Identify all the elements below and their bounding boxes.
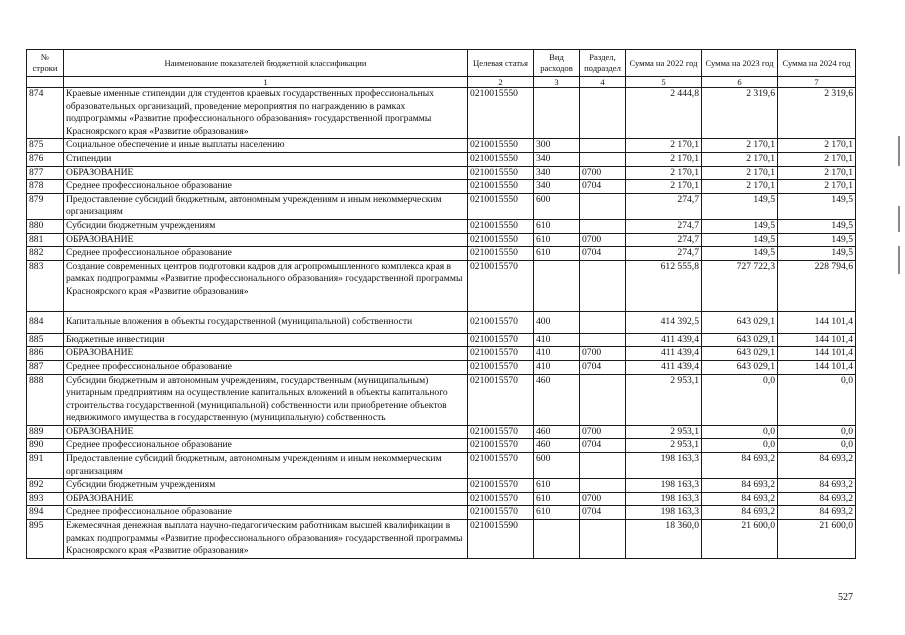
row-number: 894: [27, 506, 64, 520]
row-sum-2024: 84 693,2: [778, 492, 856, 506]
table-row: [27, 166, 856, 180]
row-expense-type: [534, 88, 580, 139]
row-number: 884: [27, 311, 64, 333]
row-target-article: 0210015570: [468, 260, 534, 311]
row-expense-type: 610: [534, 492, 580, 506]
row-number: 883: [27, 260, 64, 311]
table-row: [27, 333, 856, 347]
row-name: Среднее профессиональное образование: [64, 439, 468, 453]
row-sum-2024: 2 170,1: [778, 139, 856, 153]
row-target-article: 0210015550: [468, 180, 534, 194]
row-section: 0700: [580, 425, 626, 439]
row-target-article: 0210015570: [468, 453, 534, 479]
row-sum-2024: 144 101,4: [778, 333, 856, 347]
row-target-article: 0210015550: [468, 88, 534, 139]
table-row: [27, 247, 856, 261]
row-sum-2023: 149,5: [702, 247, 778, 261]
row-name: ОБРАЗОВАНИЕ: [64, 233, 468, 247]
table-row: [27, 360, 856, 374]
column-number: 7: [778, 77, 856, 88]
row-name: Среднее профессиональное образование: [64, 506, 468, 520]
row-expense-type: 610: [534, 506, 580, 520]
row-section: 0700: [580, 166, 626, 180]
row-number: 875: [27, 139, 64, 153]
row-sum-2022: 2 170,1: [626, 139, 702, 153]
table-row: [27, 180, 856, 194]
row-section: [580, 152, 626, 166]
row-expense-type: 610: [534, 233, 580, 247]
row-expense-type: 610: [534, 247, 580, 261]
row-number: 890: [27, 439, 64, 453]
table-body: [27, 88, 856, 559]
row-target-article: 0210015570: [468, 439, 534, 453]
row-sum-2023: 727 722,3: [702, 260, 778, 311]
row-name: Среднее профессиональное образование: [64, 247, 468, 261]
header-sum-2023: Сумма на 2023 год: [702, 50, 778, 77]
row-section: [580, 88, 626, 139]
row-target-article: 0210015550: [468, 193, 534, 219]
row-expense-type: [534, 520, 580, 559]
row-sum-2022: 2 953,1: [626, 374, 702, 425]
row-sum-2024: 149,5: [778, 219, 856, 233]
row-name: Предоставление субсидий бюджетным, автономным учреждениям и иным некоммерческим организациям: [64, 453, 468, 479]
row-sum-2024: 2 170,1: [778, 166, 856, 180]
row-number: 889: [27, 425, 64, 439]
row-name: Среднее профессиональное образование: [64, 180, 468, 194]
row-number: 892: [27, 479, 64, 493]
row-number: 895: [27, 520, 64, 559]
column-number-row: [27, 77, 856, 88]
row-sum-2022: 2 953,1: [626, 439, 702, 453]
row-name: Стипендии: [64, 152, 468, 166]
row-section: [580, 311, 626, 333]
row-sum-2023: 0,0: [702, 374, 778, 425]
row-section: [580, 374, 626, 425]
row-sum-2023: 2 170,1: [702, 166, 778, 180]
row-sum-2023: 84 693,2: [702, 506, 778, 520]
row-expense-type: 340: [534, 166, 580, 180]
row-expense-type: [534, 260, 580, 311]
row-sum-2022: 198 163,3: [626, 506, 702, 520]
row-target-article: 0210015570: [468, 506, 534, 520]
header-expense-type: Вид расходов: [534, 50, 580, 77]
header-name: Наименование показателей бюджетной классификации: [64, 50, 468, 77]
row-number: 893: [27, 492, 64, 506]
row-expense-type: 340: [534, 152, 580, 166]
row-sum-2024: 0,0: [778, 439, 856, 453]
row-target-article: 0210015570: [468, 492, 534, 506]
row-name: Бюджетные инвестиции: [64, 333, 468, 347]
row-target-article: 0210015570: [468, 347, 534, 361]
row-number: 880: [27, 219, 64, 233]
header-sum-2024: Сумма на 2024 год: [778, 50, 856, 77]
header-section: Раздел, подраздел: [580, 50, 626, 77]
table-row: [27, 233, 856, 247]
row-sum-2022: 414 392,5: [626, 311, 702, 333]
table-row: [27, 219, 856, 233]
row-sum-2023: 149,5: [702, 233, 778, 247]
scan-edge-mark: [898, 136, 900, 166]
row-sum-2023: 149,5: [702, 193, 778, 219]
row-expense-type: 460: [534, 374, 580, 425]
row-sum-2022: 2 170,1: [626, 152, 702, 166]
row-sum-2023: 2 319,6: [702, 88, 778, 139]
row-expense-type: 600: [534, 453, 580, 479]
row-name: ОБРАЗОВАНИЕ: [64, 166, 468, 180]
row-sum-2023: 2 170,1: [702, 180, 778, 194]
row-sum-2023: 149,5: [702, 219, 778, 233]
row-number: 882: [27, 247, 64, 261]
row-expense-type: 610: [534, 479, 580, 493]
row-sum-2023: 2 170,1: [702, 139, 778, 153]
row-sum-2022: 274,7: [626, 219, 702, 233]
row-sum-2024: 2 170,1: [778, 152, 856, 166]
row-target-article: 0210015570: [468, 360, 534, 374]
row-target-article: 0210015570: [468, 479, 534, 493]
row-section: [580, 333, 626, 347]
row-sum-2024: 84 693,2: [778, 506, 856, 520]
row-sum-2024: 149,5: [778, 233, 856, 247]
row-sum-2022: 411 439,4: [626, 333, 702, 347]
row-section: 0700: [580, 492, 626, 506]
row-number: 886: [27, 347, 64, 361]
column-number: 3: [534, 77, 580, 88]
row-sum-2023: 21 600,0: [702, 520, 778, 559]
row-sum-2023: 643 029,1: [702, 347, 778, 361]
header-target-article: Целевая статья: [468, 50, 534, 77]
row-sum-2024: 21 600,0: [778, 520, 856, 559]
table-row: [27, 311, 856, 333]
column-number: 2: [468, 77, 534, 88]
row-sum-2024: 144 101,4: [778, 360, 856, 374]
row-sum-2022: 2 444,8: [626, 88, 702, 139]
table-row: [27, 193, 856, 219]
column-number: 6: [702, 77, 778, 88]
row-expense-type: 460: [534, 439, 580, 453]
row-number: 874: [27, 88, 64, 139]
row-target-article: 0210015570: [468, 425, 534, 439]
row-target-article: 0210015570: [468, 311, 534, 333]
row-expense-type: 460: [534, 425, 580, 439]
row-name: Краевые именные стипендии для студентов краевых государственных профессиональных образовательных организаций, проведение мероприятия по награждению в рамках подпрограммы «Развитие профессионального образования» государственной программы Красноярского края «Развитие образования»: [64, 88, 468, 139]
row-target-article: 0210015550: [468, 219, 534, 233]
row-name: ОБРАЗОВАНИЕ: [64, 492, 468, 506]
row-name: Предоставление субсидий бюджетным, автономным учреждениям и иным некоммерческим организациям: [64, 193, 468, 219]
header-sum-2022: Сумма на 2022 год: [626, 50, 702, 77]
row-sum-2024: 149,5: [778, 193, 856, 219]
row-number: 876: [27, 152, 64, 166]
row-target-article: 0210015550: [468, 247, 534, 261]
row-sum-2022: 274,7: [626, 247, 702, 261]
table-row: [27, 439, 856, 453]
table-row: [27, 374, 856, 425]
row-sum-2023: 84 693,2: [702, 453, 778, 479]
row-number: 888: [27, 374, 64, 425]
row-sum-2024: 149,5: [778, 247, 856, 261]
budget-table: [26, 49, 856, 559]
row-name: ОБРАЗОВАНИЕ: [64, 425, 468, 439]
row-section: 0700: [580, 233, 626, 247]
row-sum-2024: 84 693,2: [778, 479, 856, 493]
scan-edge-mark: [898, 206, 900, 232]
row-sum-2024: 0,0: [778, 425, 856, 439]
row-name: Социальное обеспечение и иные выплаты населению: [64, 139, 468, 153]
row-sum-2022: 2 953,1: [626, 425, 702, 439]
row-sum-2024: 144 101,4: [778, 347, 856, 361]
row-target-article: 0210015550: [468, 152, 534, 166]
row-section: [580, 453, 626, 479]
row-sum-2022: 198 163,3: [626, 453, 702, 479]
column-number: [27, 77, 64, 88]
row-sum-2022: 274,7: [626, 193, 702, 219]
row-section: [580, 260, 626, 311]
row-section: 0704: [580, 360, 626, 374]
row-name: ОБРАЗОВАНИЕ: [64, 347, 468, 361]
row-section: 0704: [580, 247, 626, 261]
row-sum-2023: 2 170,1: [702, 152, 778, 166]
table-row: [27, 347, 856, 361]
page-number: 527: [838, 592, 853, 603]
row-name: Субсидии бюджетным учреждениям: [64, 219, 468, 233]
table-row: [27, 453, 856, 479]
row-section: [580, 479, 626, 493]
row-sum-2022: 2 170,1: [626, 166, 702, 180]
table-row: [27, 479, 856, 493]
row-sum-2024: 144 101,4: [778, 311, 856, 333]
row-section: 0704: [580, 506, 626, 520]
row-number: 891: [27, 453, 64, 479]
row-section: [580, 193, 626, 219]
header-row-number: № строки: [27, 50, 64, 77]
row-number: 885: [27, 333, 64, 347]
row-sum-2022: 198 163,3: [626, 492, 702, 506]
row-section: [580, 520, 626, 559]
row-target-article: 0210015570: [468, 374, 534, 425]
table-row: [27, 139, 856, 153]
row-sum-2023: 84 693,2: [702, 492, 778, 506]
row-target-article: 0210015550: [468, 166, 534, 180]
row-expense-type: 410: [534, 347, 580, 361]
row-sum-2024: 2 170,1: [778, 180, 856, 194]
row-expense-type: 300: [534, 139, 580, 153]
row-number: 877: [27, 166, 64, 180]
row-number: 881: [27, 233, 64, 247]
row-target-article: 0210015590: [468, 520, 534, 559]
row-number: 878: [27, 180, 64, 194]
table-row: [27, 506, 856, 520]
scan-edge-mark: [898, 246, 900, 274]
row-expense-type: 410: [534, 333, 580, 347]
row-sum-2023: 0,0: [702, 425, 778, 439]
column-number: 4: [580, 77, 626, 88]
table-row: [27, 492, 856, 506]
table-row: [27, 88, 856, 139]
row-sum-2022: 612 555,8: [626, 260, 702, 311]
row-expense-type: 410: [534, 360, 580, 374]
row-target-article: 0210015550: [468, 233, 534, 247]
row-name: Создание современных центров подготовки кадров для агропромышленного комплекса края в рамках подпрограммы «Развитие профессионального образования» государственной программы Красноярского края «Развитие образования»: [64, 260, 468, 311]
row-expense-type: 600: [534, 193, 580, 219]
row-expense-type: 340: [534, 180, 580, 194]
table-row: [27, 425, 856, 439]
row-name: Субсидии бюджетным и автономным учреждениям, государственным (муниципальным) унитарным предприятиям на осуществление капитальных вложений в объекты капитального строительства государственной (муниципальной) собственности или приобретение объектов недвижимого имущества в государственную (муниципальную) собственность: [64, 374, 468, 425]
row-section: [580, 219, 626, 233]
row-sum-2022: 274,7: [626, 233, 702, 247]
row-name: Субсидии бюджетным учреждениям: [64, 479, 468, 493]
row-sum-2022: 411 439,4: [626, 360, 702, 374]
row-number: 887: [27, 360, 64, 374]
row-target-article: 0210015550: [468, 139, 534, 153]
column-number: 5: [626, 77, 702, 88]
table-header-row: [27, 50, 856, 77]
row-section: 0700: [580, 347, 626, 361]
row-name: Ежемесячная денежная выплата научно-педагогическим работникам высшей квалификации в рамках подпрограммы «Развитие профессионального образования» государственной программы Красноярского края «Развитие образования»: [64, 520, 468, 559]
row-sum-2024: 228 794,6: [778, 260, 856, 311]
row-name: Капитальные вложения в объекты государственной (муниципальной) собственности: [64, 311, 468, 333]
table-row: [27, 520, 856, 559]
row-sum-2024: 84 693,2: [778, 453, 856, 479]
row-sum-2023: 0,0: [702, 439, 778, 453]
row-number: 879: [27, 193, 64, 219]
row-sum-2023: 643 029,1: [702, 360, 778, 374]
row-sum-2023: 643 029,1: [702, 311, 778, 333]
row-sum-2022: 18 360,0: [626, 520, 702, 559]
row-sum-2023: 84 693,2: [702, 479, 778, 493]
row-sum-2024: 2 319,6: [778, 88, 856, 139]
row-expense-type: 400: [534, 311, 580, 333]
row-sum-2024: 0,0: [778, 374, 856, 425]
row-section: 0704: [580, 439, 626, 453]
row-expense-type: 610: [534, 219, 580, 233]
row-sum-2023: 643 029,1: [702, 333, 778, 347]
row-target-article: 0210015570: [468, 333, 534, 347]
column-number: 1: [64, 77, 468, 88]
row-sum-2022: 411 439,4: [626, 347, 702, 361]
row-section: 0704: [580, 180, 626, 194]
row-section: [580, 139, 626, 153]
table-row: [27, 152, 856, 166]
table-row: [27, 260, 856, 311]
row-name: Среднее профессиональное образование: [64, 360, 468, 374]
row-sum-2022: 2 170,1: [626, 180, 702, 194]
row-sum-2022: 198 163,3: [626, 479, 702, 493]
